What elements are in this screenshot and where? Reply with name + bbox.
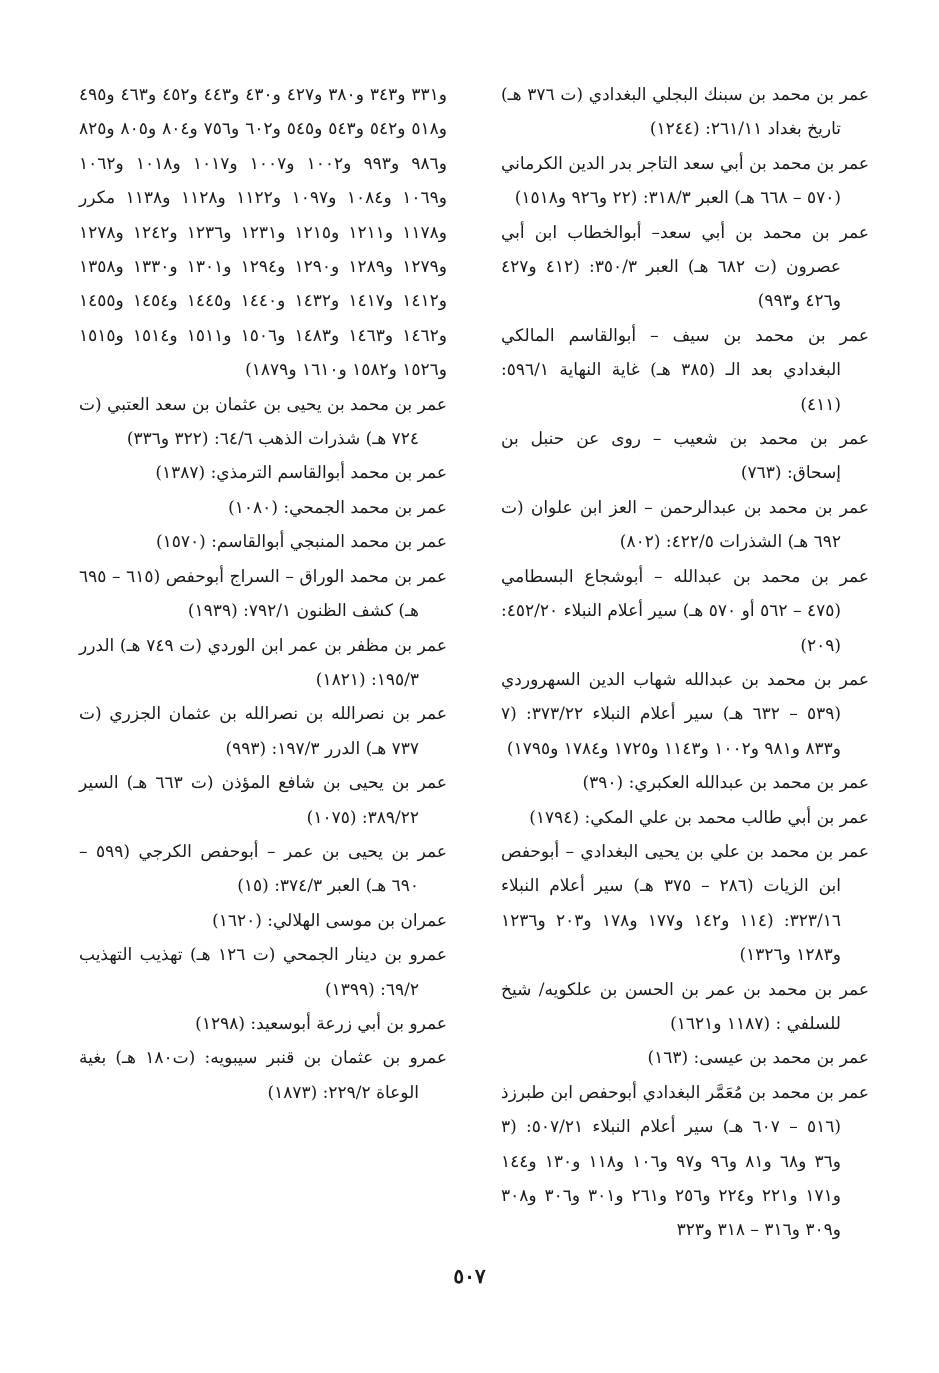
- index-entry: عمرو بن عثمان بن قنبر سيبويه: (ت١٨٠ هـ) بغية الوعاة ٢٢٩/٢: (١٨٧٣): [79, 1048, 448, 1103]
- index-entry: عمرو بن دينار الجمحي (ت ١٢٦ هـ) تهذيب التهذيب ٦٩/٢: (١٣٩٩): [79, 945, 448, 1000]
- index-page: [0, 78, 939, 1278]
- index-column-left: [79, 78, 447, 1110]
- index-entry: عمر بن محمد بن عمر بن الحسن بن علكويه/ شيخ للسلفي : (١١٨٧ و١٦٢١): [501, 979, 869, 1034]
- index-entry: عمر بن يحيى بن عمر – أبوحفص الكرجي (٥٩٩ – ٦٩٠ هـ) العبر ٣٧٤/٣: (١٥): [79, 841, 448, 897]
- index-entry: عمر بن أبي طالب محمد بن علي المكي: (١٧٩٤): [529, 807, 869, 828]
- index-entry: عمر بن مظفر بن عمر ابن الوردي (ت ٧٤٩ هـ) الدرر ١٩٥/٣: (١٨٢١): [79, 635, 447, 690]
- index-entry: عمرو بن أبي زرعة أبوسعيد: (١٢٩٨): [195, 1013, 447, 1034]
- index-entry: عمر بن محمد المنبجي أبوالقاسم: (١٥٧٠): [155, 532, 447, 553]
- index-entry: عمر بن محمد الوراق – السراج أبوحفص (٦١٥ – ٦٩٥ هـ) كشف الظنون ٧٩٢/١: (١٩٣٩): [79, 566, 447, 622]
- index-entry: عمر بن محمد الجمحي: (١٠٨٠): [228, 497, 447, 518]
- index-entry: عمر بن محمد بن أبي سعد– أبوالخطاب ابن أبي عصرون (ت ٦٨٢ هـ) العبر ٣٥٠/٣: (٤١٢ و٤٢٧ و٤٢٦ و٩٩٣): [501, 222, 869, 312]
- index-entry: عمر بن محمد بن شعيب – روى عن حنبل بن إسحاق: (٧٦٣): [501, 429, 869, 484]
- index-entry: عمر بن محمد بن سيف – أبوالقاسم المالكي البغدادي بعد الـ (٣٨٥ هـ) غاية النهاية ٥٩٦/١: (٤١١): [501, 325, 869, 415]
- index-entry: عمران بن موسى الهلالي: (١٦٢٠): [212, 910, 447, 931]
- index-column-right: [501, 78, 869, 1248]
- index-entry-continuation: و٣٣١ و٣٤٣ و٣٨٠ و٤٢٧ و٤٣٠ و٤٤٣ و٤٥٢ و٤٦٣ و٤٩٥ و٥١٨ و٥٤٢ و٥٤٣ و٥٤٥ و٦٠٢ و٧٥٦ و٨٠٤ و٨٠٥ و٨٢٥ و٩٨٦ و٩٩٣ و١٠٠٢ و١٠٠٧ و١٠١٧ و١٠١٨ و١٠٦٢ و١٠٦٩ و١٠٨٤ و١٠٩٧ و١١٢٢ و١١٢٨ و١١٣٨ مكرر و١١٧٨ و١٢١١ و١٢١٥ و١٢٣١ و١٢٣٦ و١٢٤٢ و١٢٧٨ و١٢٧٩ و١٢٨٩ و١٢٩٠ و١٢٩٤ و١٣٠١ و١٣٣٠ و١٣٥٨ و١٤١٢ و١٤١٧ و١٤٣٢ و١٤٤٠ و١٤٤٥ و١٤٥٤ و١٤٥٥ و١٤٦٢ و١٤٦٣ و١٤٨٣ و١٥٠٦ و١٥١١ و١٥١٤ و١٥١٥ و١٥٢٦ و١٥٨٢ و١٦١٠ و١٨٧٩): [79, 85, 447, 381]
- index-entry: عمر بن محمد بن يحيى بن عثمان بن سعد العتبي (ت ٧٢٤ هـ) شذرات الذهب ٦٤/٦: (٣٢٢ و٣٣٦): [79, 394, 447, 450]
- index-entry: عمر بن محمد بن مُعَمَّر البغدادي أبوحفص ابن طبرزذ (٥١٦ – ٦٠٧ هـ) سير أعلام النبلاء ٥٠٧/٢١: (٣ و٣٦ و٦٨ و٨١ و٩٦ و٩٧ و١٠٦ و١١٨ و١٣٠ و١٤٤ و١٧١ و٢٢١ و٢٢٤ و٢٥٦ و٢٦١ و٣٠١ و٣٠٦ و٣٠٨ و٣٠٩ و٣١٦ – ٣١٨ و٣٢٣: [501, 1082, 869, 1241]
- index-entry: عمر بن يحيى بن شافع المؤذن (ت ٦٦٣ هـ) السير ٣٨٩/٢٢: (١٠٧٥): [79, 773, 447, 828]
- index-entry: عمر بن محمد أبوالقاسم الترمذي: (١٣٨٧): [155, 463, 447, 484]
- index-entry: عمر بن محمد بن عبدالله العكبري: (٣٩٠): [582, 773, 869, 794]
- page-number: ٥٠٧: [453, 1264, 486, 1288]
- index-entry: عمر بن محمد بن عيسى: (١٦٣): [647, 1048, 869, 1069]
- index-entry: عمر بن محمد بن عبدالله شهاب الدين السهروردي (٥٣٩ – ٦٣٢ هـ) سير أعلام النبلاء ٣٧٣/٢٢: (٧ و٨٣٣ و٩٨١ و١٠٠٢ و١١٤٣ و١٧٢٥ و١٧٨٤ و١٧٩٥): [501, 669, 869, 759]
- index-entry: عمر بن محمد بن عبدالله – أبوشجاع البسطامي (٤٧٥ – ٥٦٢ أو ٥٧٠ هـ) سير أعلام النبلاء ٤٥٢/٢٠: (٢٠٩): [501, 566, 869, 656]
- index-entry: عمر بن محمد بن أبي سعد التاجر بدر الدين الكرماني (٥٧٠ – ٦٦٨ هـ) العبر ٣١٨/٣: (٢٢ و٩٢٦ و١٥١٨): [501, 153, 869, 209]
- index-entry: عمر بن نصرالله بن نصرالله بن عثمان الجزري (ت ٧٣٧ هـ) الدرر ١٩٧/٣: (٩٩٣): [79, 704, 447, 759]
- index-entry: عمر بن محمد بن علي بن يحيى البغدادي – أبوحفص ابن الزيات (٢٨٦ – ٣٧٥ هـ) سير أعلام النبلاء ٣٢٣/١٦: (١١٤ و١٤٢ و١٧٧ و١٧٨ و٢٠٣ و١٢٣٦ و١٢٨٣ و١٣٢٦): [501, 841, 869, 966]
- index-entry: عمر بن محمد بن عبدالرحمن – العز ابن علوان (ت ٦٩٢ هـ) الشذرات ٤٢٢/٥: (٨٠٢): [501, 497, 869, 553]
- index-entry: عمر بن محمد بن سبنك البجلي البغدادي (ت ٣٧٦ هـ) تاريخ بغداد ٢٦١/١١: (١٢٤٤): [501, 85, 869, 140]
